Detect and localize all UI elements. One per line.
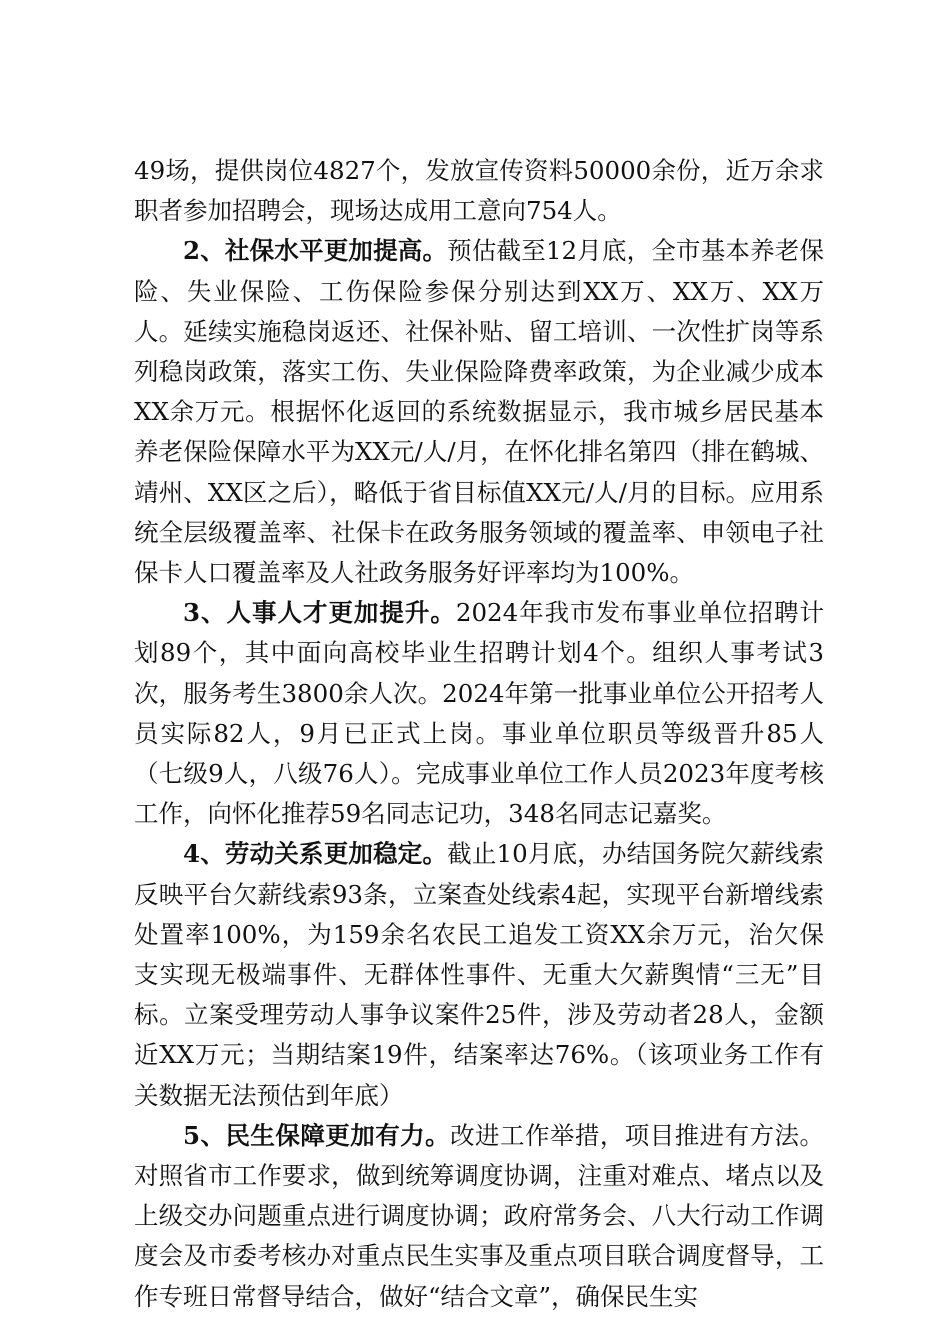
paragraph-livelihood	[134, 1116, 824, 1317]
paragraph-social-security-text: 预估截至12月底，全市基本养老保险、失业保险、工伤保险参保分别达到XX万、XX万、XX万人。延续实施稳岗返还、社保补贴、留工培训、一次性扩岗等系列稳岗政策，落实工伤、失业保险降费率政策，为企业减少成本XX余万元。根据怀化返回的系统数据显示，我市城乡居民基本养老保险保障水平为XX元/人/月，在怀化排名第四（排在鹤城、靖州、XX区之后），略低于省目标值XX元/人/月的目标。应用系统全层级覆盖率、社保卡在政务服务领域的覆盖率、申领电子社保卡人口覆盖率及人社政务服务好评率均为100%。	[134, 236, 824, 588]
paragraph-personnel-heading: 3、人事人才更加提升。	[183, 598, 456, 628]
paragraph-labor-relations	[134, 834, 824, 1115]
paragraph-livelihood-heading: 5、民生保障更加有力。	[183, 1120, 451, 1150]
paragraph-social-security	[134, 231, 824, 593]
paragraph-personnel	[134, 593, 824, 834]
document-body	[134, 151, 824, 1317]
paragraph-labor-relations-text: 截止10月底，办结国务院欠薪线索反映平台欠薪线索93条，立案查处线索4起，实现平台新增线索处置率100%，为159余名农民工追发工资XX余万元，治欠保支实现无极端事件、无群体性事件、无重大欠薪舆情“三无”目标。立案受理劳动人事争议案件25件，涉及劳动者28人，金额近XX万元；当期结案19件，结案率达76%。（该项业务工作有关数据无法预估到年底）	[134, 839, 824, 1110]
paragraph-labor-relations-heading: 4、劳动关系更加稳定。	[183, 839, 448, 869]
paragraph-social-security-heading: 2、社保水平更加提高。	[183, 236, 448, 266]
paragraph-personnel-text: 2024年我市发布事业单位招聘计划89个，其中面向高校毕业生招聘计划4个。组织人事考试3次，服务考生3800余人次。2024年第一批事业单位公开招考人员实际82人，9月已正式上岗。事业单位职员等级晋升85人（七级9人，八级76人）。完成事业单位工作人员2023年度考核工作，向怀化推荐59名同志记功，348名同志记嘉奖。	[134, 598, 824, 829]
paragraph-1-continuation	[134, 151, 824, 231]
paragraph-livelihood-text: 改进工作举措，项目推进有方法。对照省市工作要求，做到统筹调度协调，注重对难点、堵点以及上级交办问题重点进行调度协调；政府常务会、八大行动工作调度会及市委考核办对重点民生实事及重点项目联合调度督导，工作专班日常督导结合，做好“结合文章”，确保民生实	[134, 1120, 825, 1311]
paragraph-1-text: 49场，提供岗位4827个，发放宣传资料50000余份，近万余求职者参加招聘会，现场达成用工意向754人。	[134, 156, 824, 226]
